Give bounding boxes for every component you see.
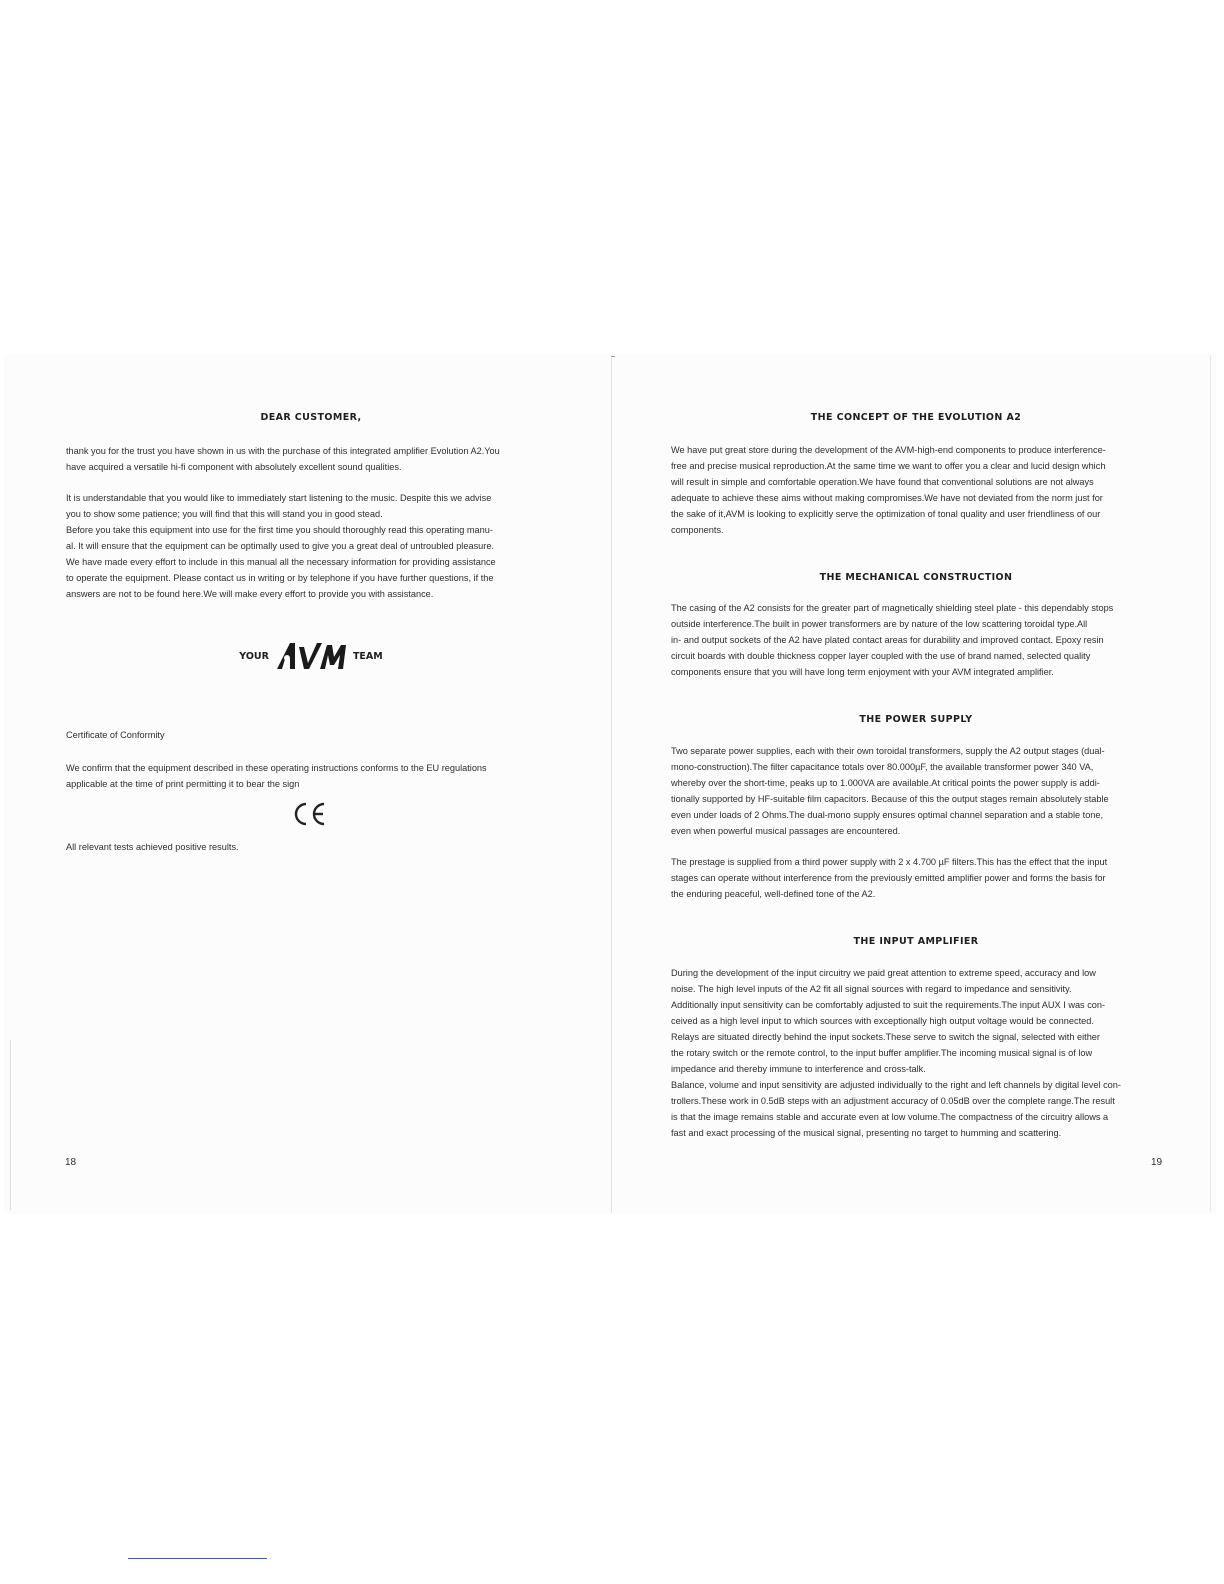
text-line: outside interference.The built in power transformers are by nature of the low scattering toroidal type.All bbox=[671, 619, 1088, 629]
text-line: components ensure that you will have long term enjoyment with your AVM integrated amplifier. bbox=[671, 667, 1054, 677]
power-supply-heading: THE POWER SUPPLY bbox=[859, 714, 973, 725]
text-line: Before you take this equipment into use for the first time you should thoroughly read this operating manu- bbox=[66, 525, 493, 535]
team-signature bbox=[66, 636, 556, 676]
text-line: The prestage is supplied from a third power supply with 2 x 4.700 µF filters.This has the effect that the input bbox=[671, 857, 1108, 867]
text-line: Two separate power supplies, each with their own toroidal transformers, supply the A2 output stages (dual- bbox=[671, 746, 1105, 756]
text-line: will result in simple and comfortable operation.We have found that conventional solutions are not always bbox=[671, 477, 1094, 487]
power-supply-paragraph bbox=[671, 743, 1161, 839]
text-line: fast and exact processing of the musical signal, presenting no target to humming and scattering. bbox=[671, 1128, 1062, 1138]
text-line: to operate the equipment. Please contact us in writing or by telephone if you have further questions, if the bbox=[66, 573, 494, 583]
text-line: tionally supported by HF-suitable film capacitors. Because of this the output stages remain absolutely stable bbox=[671, 794, 1109, 804]
input-amplifier-heading: THE INPUT AMPLIFIER bbox=[853, 936, 979, 947]
text-line: Additionally input sensitivity can be comfortably adjusted to suit the requirements.The input AUX I was con- bbox=[671, 1000, 1106, 1010]
page-fold bbox=[611, 358, 612, 1213]
page-edge-left bbox=[10, 1040, 11, 1210]
text-line: trollers.These work in 0.5dB steps with an adjustment accuracy of 0.05dB over the complete range.The result bbox=[671, 1096, 1115, 1106]
text-line: During the development of the input circuitry we paid great attention to extreme speed, accuracy and low bbox=[671, 968, 1096, 978]
text-line: We have made every effort to include in this manual all the necessary information for providing assistance bbox=[66, 557, 496, 567]
signature-suffix: TEAM bbox=[352, 650, 383, 662]
text-line: noise. The high level inputs of the A2 fit all signal sources with regard to impedance and sensitivity. bbox=[671, 984, 1072, 994]
certificate-paragraph bbox=[66, 760, 556, 792]
fold-mark bbox=[611, 356, 615, 357]
text-line: whereby over the short-time, peaks up to 1.000VA are available.At critical points the power supply is addi- bbox=[671, 778, 1100, 788]
certificate-title: Certificate of Conformity bbox=[66, 730, 165, 740]
dear-customer-heading: DEAR CUSTOMER, bbox=[260, 412, 362, 423]
text-line: free and precise musical reproduction.At the same time we want to offer you a clear and lucid design which bbox=[671, 461, 1106, 471]
text-line: have acquired a versatile hi-fi component with absolutely excellent sound qualities. bbox=[66, 462, 402, 472]
text-line: answers are not to be found here.We will make every effort to provide you with assistance. bbox=[66, 589, 434, 599]
concept-heading: THE CONCEPT OF THE EVOLUTION A2 bbox=[810, 412, 1022, 423]
advice-paragraph bbox=[66, 490, 556, 602]
text-line: We have put great store during the development of the AVM-high-end components to produce interference- bbox=[671, 445, 1106, 455]
tests-text: All relevant tests achieved positive results. bbox=[66, 842, 239, 852]
page-edge-right bbox=[1210, 356, 1211, 1211]
text-line: mono-construction).The filter capacitance totals over 80.000µF, the available transformer power 340 VA, bbox=[671, 762, 1094, 772]
text-line: thank you for the trust you have shown in us with the purchase of this integrated amplifier Evolution A2.You bbox=[66, 446, 500, 456]
text-line: in- and output sockets of the A2 have plated contact areas for durability and improved contact. Epoxy resin bbox=[671, 635, 1104, 645]
prestage-paragraph bbox=[671, 854, 1161, 902]
bottom-rule bbox=[128, 1558, 267, 1559]
mechanical-heading: THE MECHANICAL CONSTRUCTION bbox=[819, 572, 1013, 583]
text-line: the enduring peaceful, well-defined tone of the A2. bbox=[671, 889, 876, 899]
text-line: the rotary switch or the remote control, to the input buffer amplifier.The incoming musical signal is of low bbox=[671, 1048, 1093, 1058]
text-line: It is understandable that you would like to immediately start listening to the music. Despite this we advise bbox=[66, 493, 492, 503]
page-number-left: 18 bbox=[65, 1157, 77, 1168]
text-line: applicable at the time of print permitting it to bear the sign bbox=[66, 779, 300, 789]
text-line: al. It will ensure that the equipment can be optimally used to give you a great deal of untroubled pleasure. bbox=[66, 541, 494, 551]
text-line: impedance and thereby immune to interference and cross-talk. bbox=[671, 1064, 926, 1074]
text-line: even under loads of 2 Ohms.The dual-mono supply ensures optimal channel separation and a stable tone, bbox=[671, 810, 1104, 820]
intro-paragraph bbox=[66, 443, 556, 475]
signature-prefix: YOUR bbox=[239, 650, 269, 662]
text-line: Relays are situated directly behind the input sockets.These serve to switch the signal, selected with either bbox=[671, 1032, 1100, 1042]
ce-mark bbox=[286, 799, 336, 829]
text-line: stages can operate without interference from the previously emitted amplifier power and forms the basis for bbox=[671, 873, 1106, 883]
text-line: the sake of it,AVM is looking to explicitly serve the optimization of tonal quality and user friendliness of our bbox=[671, 509, 1101, 519]
text-line: is that the image remains stable and accurate even at low volume.The compactness of the circuitry allows a bbox=[671, 1112, 1109, 1122]
mechanical-paragraph bbox=[671, 600, 1161, 680]
text-line: even when powerful musical passages are encountered. bbox=[671, 826, 901, 836]
text-line: Balance, volume and input sensitivity are adjusted individually to the right and left channels by digital level con- bbox=[671, 1080, 1121, 1090]
input-amplifier-paragraph bbox=[671, 965, 1161, 1141]
page-number-right: 19 bbox=[1151, 1157, 1163, 1168]
concept-paragraph bbox=[671, 442, 1161, 538]
text-line: adequate to achieve these aims without making compromises.We have not deviated from the norm just for bbox=[671, 493, 1103, 503]
text-line: The casing of the A2 consists for the greater part of magnetically shielding steel plate - this dependably stops bbox=[671, 603, 1114, 613]
text-line: We confirm that the equipment described in these operating instructions conforms to the EU regulations bbox=[66, 763, 487, 773]
avm-logo bbox=[275, 639, 347, 673]
text-line: ceived as a high level input to which sources with exceptionally high output voltage would be connected. bbox=[671, 1016, 1094, 1026]
text-line: circuit boards with double thickness copper layer coupled with the use of brand named, selected quality bbox=[671, 651, 1091, 661]
text-line: components. bbox=[671, 525, 724, 535]
text-line: you to show some patience; you will find that this will stand you in good stead. bbox=[66, 509, 383, 519]
